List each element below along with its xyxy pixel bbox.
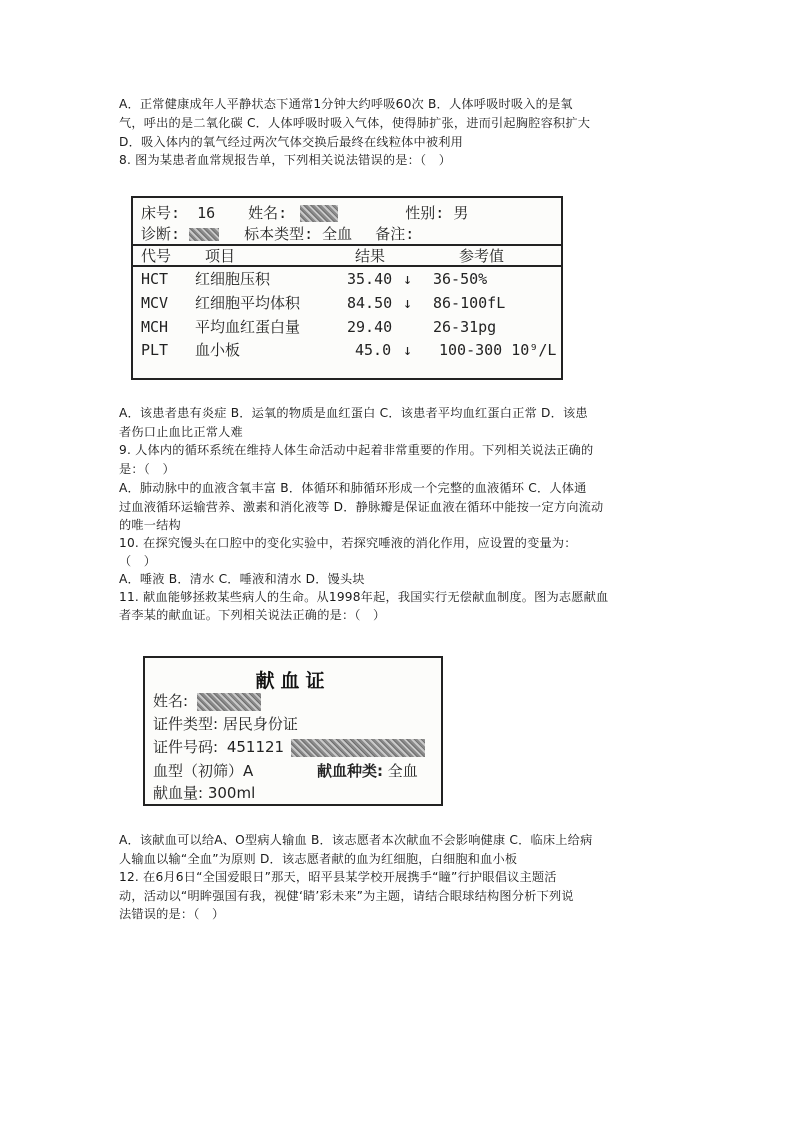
row-ref: 86-100fL: [433, 294, 506, 312]
row-result: 35.40: [347, 270, 393, 288]
row-item: 红细胞压积: [195, 270, 271, 288]
row-flag: ↓: [403, 341, 413, 359]
card-name-redaction: [197, 693, 261, 711]
report-rows-rule: [133, 265, 561, 267]
header-item: 项目: [205, 247, 236, 265]
q12-stem-line-1: 12. 在6月6日“全国爱眼日”那天，昭平县某学校开展携手“瞳”行护眼倡议主题活: [119, 870, 557, 884]
q11-options-line-1: A．该献血可以给A、O型病人输血 B．该志愿者本次献血不会影响健康 C．临床上给病: [119, 833, 593, 847]
card-title: 献血证: [255, 670, 331, 692]
specimen-label: 标本类型:: [244, 225, 314, 243]
diagnosis-redaction: [189, 228, 219, 241]
row-result: 29.40: [347, 318, 393, 336]
blood-report-image: [131, 196, 563, 380]
q12-stem-line-2: 动，活动以“明眸强国有我，视健‘睛’彩未来”为主题，请结合眼球结构图分析下列说: [119, 889, 574, 903]
q7-options-line-2: 气，呼出的是二氧化碳 C．人体呼吸时吸入气体，使得肺扩张，进而引起胸腔容积扩大: [119, 116, 591, 130]
q9-options-line-1: A．肺动脉中的血液含氧丰富 B．体循环和肺循环形成一个完整的血液循环 C．人体通: [119, 481, 587, 495]
report-header-rule: [133, 244, 561, 246]
q10-options: A．唾液 B．清水 C．唾液和清水 D．馒头块: [119, 572, 365, 586]
q7-options-line-1: A．正常健康成年人平静状态下通常1分钟大约呼吸60次 B．人体呼吸时吸入的是氧: [119, 97, 573, 111]
row-ref: 100-300 10⁹/L: [439, 341, 557, 359]
name-label: 姓名:: [248, 204, 288, 222]
q11-stem-line-2: 者李某的献血证。下列相关说法正确的是：（ ）: [119, 608, 386, 622]
row-ref: 36-50%: [433, 270, 488, 288]
header-code: 代号: [141, 247, 172, 265]
q9-stem-line-2: 是：（ ）: [119, 462, 175, 476]
card-donation-type-label: 献血种类:: [317, 762, 383, 780]
q12-stem-line-3: 法错误的是：（ ）: [119, 907, 225, 921]
remark-label: 备注:: [375, 225, 415, 243]
card-id-number-redaction: [291, 739, 425, 757]
row-item: 血小板: [195, 341, 241, 359]
card-id-type-value: 居民身份证: [222, 715, 298, 733]
row-flag: ↓: [403, 270, 413, 288]
row-result: 45.0: [355, 341, 392, 359]
q8-stem: 8. 图为某患者血常规报告单，下列相关说法错误的是：（ ）: [119, 153, 452, 167]
blood-donation-card-image: [143, 656, 443, 806]
q9-stem-line-1: 9. 人体内的循环系统在维持人体生命活动中起着非常重要的作用。下列相关说法正确的: [119, 443, 594, 457]
row-code: MCH: [141, 318, 169, 336]
row-ref: 26-31pg: [433, 318, 497, 336]
q8-options-line-1: A．该患者患有炎症 B．运氧的物质是血红蛋白 C．该患者平均血红蛋白正常 D．该患: [119, 406, 588, 420]
sex-label: 性别:: [405, 204, 445, 222]
q7-options-line-3: D．吸入体内的氧气经过两次气体交换后最终在线粒体中被利用: [119, 135, 464, 149]
name-redaction: [300, 205, 338, 222]
row-code: MCV: [141, 294, 169, 312]
card-id-number-label: 证件号码:: [153, 738, 219, 756]
q9-options-line-3: 的唯一结构: [119, 518, 181, 532]
q8-options-line-2: 者伤口止血比正常人难: [119, 425, 243, 439]
row-code: PLT: [141, 341, 169, 359]
q10-stem-line-2: （ ）: [119, 554, 157, 568]
specimen-value: 全血: [322, 225, 353, 243]
card-name-label: 姓名:: [153, 692, 189, 710]
card-blood-type: 血型（初筛）A: [153, 762, 254, 780]
row-code: HCT: [141, 270, 169, 288]
header-result: 结果: [355, 247, 386, 265]
card-volume: 献血量: 300ml: [153, 784, 256, 802]
row-flag: ↓: [403, 294, 413, 312]
diagnosis-label: 诊断:: [141, 225, 181, 243]
bed-value: 16: [197, 204, 216, 222]
sex-value: 男: [453, 204, 469, 222]
card-id-number-value: 451121: [226, 738, 285, 756]
bed-label: 床号:: [141, 204, 181, 222]
q11-stem-line-1: 11. 献血能够拯救某些病人的生命。从1998年起，我国实行无偿献血制度。图为志愿献血: [119, 590, 609, 604]
row-item: 平均血红蛋白量: [195, 318, 301, 336]
card-id-type-label: 证件类型:: [153, 715, 219, 733]
q9-options-line-2: 过血液循环运输营养、激素和消化液等 D．静脉瓣是保证血液在循环中能按一定方向流动: [119, 500, 604, 514]
row-result: 84.50: [347, 294, 393, 312]
header-ref: 参考值: [459, 247, 505, 265]
row-item: 红细胞平均体积: [195, 294, 301, 312]
q11-options-line-2: 人输血以输“全血”为原则 D．该志愿者献的血为红细胞，白细胞和血小板: [119, 852, 518, 866]
card-donation-type-value: 全血: [387, 762, 418, 780]
q10-stem-line-1: 10. 在探究馒头在口腔中的变化实验中，若探究唾液的消化作用，应设置的变量为：: [119, 536, 577, 550]
